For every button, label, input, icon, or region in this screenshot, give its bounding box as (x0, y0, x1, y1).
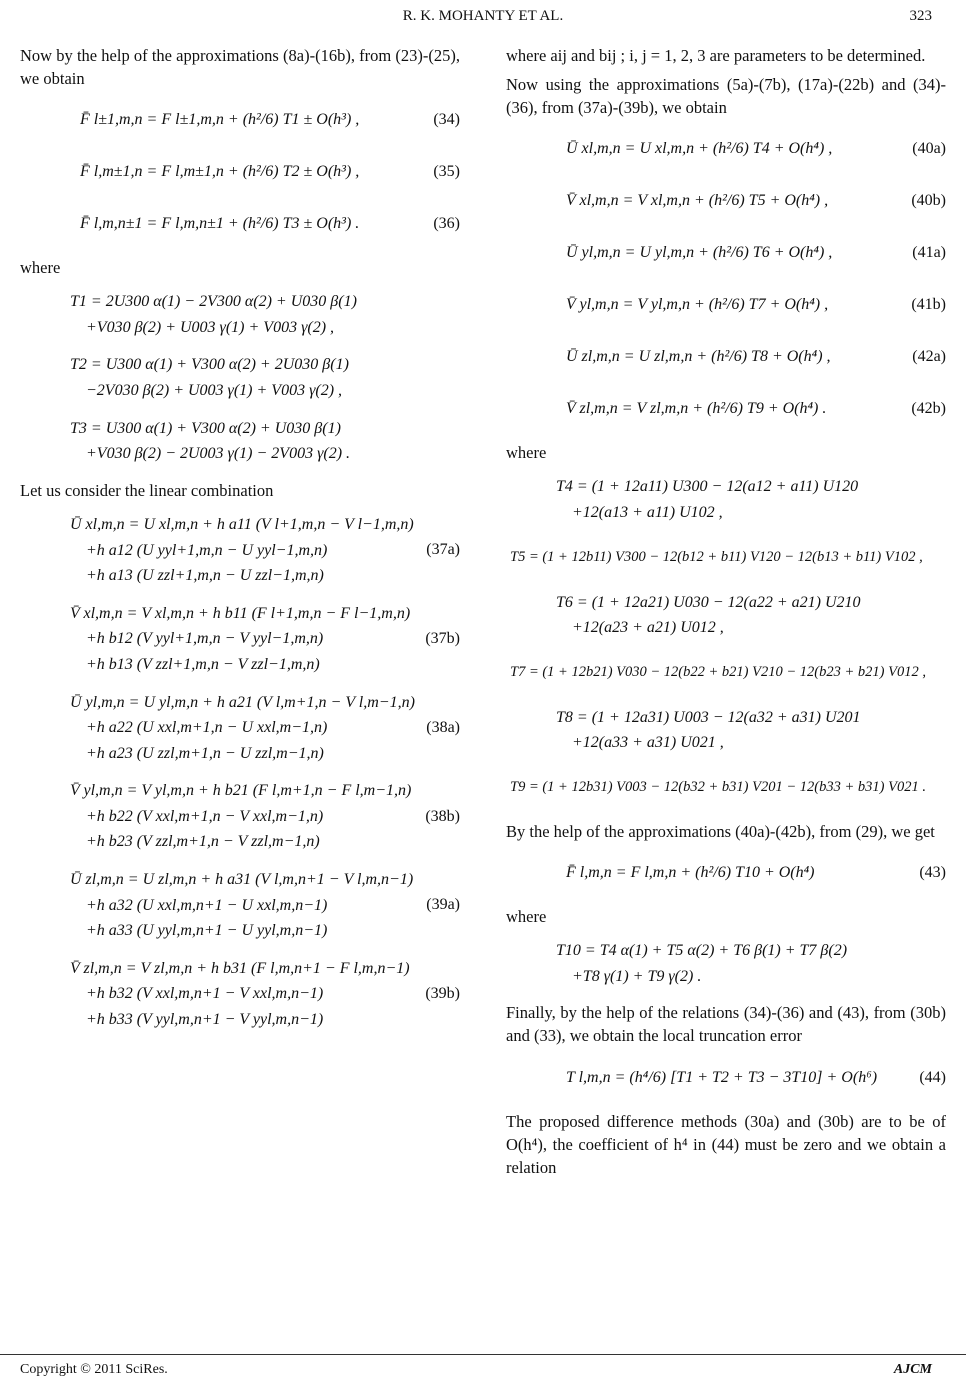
eq39b-line-2: +h b32 (V xxl,m,n+1 − V xxl,m,n−1) (86, 985, 324, 1003)
T6-line-2: +12(a23 + a21) U012 , (572, 619, 724, 637)
T2-line-2: −2V030 β(2) + U003 γ(1) + V003 γ(2) , (86, 382, 343, 400)
eq38b-line-3: +h b23 (V zzl,m+1,n − V zzl,m−1,n) (86, 833, 320, 851)
equation-38a-number: (38a) (426, 718, 460, 736)
equation-42a (506, 337, 946, 377)
equation-37b (20, 601, 460, 678)
T3-line-1: T3 = U300 α(1) + V300 α(2) + U030 β(1) (70, 419, 341, 437)
equation-38b (20, 778, 460, 855)
eq39b-line-1: V̄ zl,m,n = V zl,m,n + h b31 (F l,m,n+1 − F l,m,n−1) (70, 959, 410, 977)
equation-35-expr: F̄ l,m±1,n = F l,m±1,n + (h²/6) T2 ± O(h³) , (80, 163, 360, 181)
equation-40a-expr: Ū xl,m,n = U xl,m,n + (h²/6) T4 + O(h⁴) , (566, 140, 833, 158)
eq37b-line-3: +h b13 (V zzl+1,m,n − V zzl−1,m,n) (86, 655, 320, 673)
eq38a-line-1: Ū yl,m,n = U yl,m,n + h a21 (V l,m+1,n − V l,m−1,n) (70, 693, 415, 711)
equation-41b (506, 285, 946, 325)
eq38a-line-2: +h a22 (U xxl,m+1,n − U xxl,m−1,n) (86, 719, 328, 737)
equation-37a-number: (37a) (426, 541, 460, 559)
equation-37a (20, 512, 460, 589)
now-using-paragraph: Now using the approximations (5a)-(7b), (17a)-(22b) and (34)-(36), from (37a)-(39b), we obtain (506, 75, 946, 118)
equation-36-number: (36) (433, 215, 460, 233)
equation-42b (506, 389, 946, 429)
T7-line-1: T7 = (1 + 12b21) V030 − 12(b22 + b21) V210 − 12(b23 + b21) V012 , (510, 664, 926, 681)
T4-line-2: +12(a13 + a11) U102 , (572, 503, 723, 521)
eq39b-line-3: +h b33 (V yyl,m,n+1 − V yyl,m,n−1) (86, 1011, 324, 1029)
equation-39a (20, 867, 460, 944)
definition-T10 (506, 938, 946, 989)
copyright: Copyright © 2011 SciRes. (20, 1362, 168, 1377)
where-label-1: where (20, 258, 61, 278)
eq37a-line-1: Ū xl,m,n = U xl,m,n + h a11 (V l+1,m,n − V l−1,m,n) (70, 515, 414, 533)
footer-divider (0, 1354, 966, 1355)
definition-T6 (506, 590, 946, 641)
definition-T1 (20, 289, 460, 340)
where-label-3: where (506, 907, 547, 927)
proposed-paragraph: The proposed difference methods (30a) and (30b) are to be of O(h⁴), the coefficient of h⁴ in (44) must be zero and we obtain a relation (506, 1111, 946, 1177)
equation-40b-expr: V̄ xl,m,n = V xl,m,n + (h²/6) T5 + O(h⁴) , (566, 192, 829, 210)
equation-40a (506, 129, 946, 169)
equation-38b-number: (38b) (425, 807, 460, 825)
where-label-2: where (506, 443, 547, 463)
equation-42b-expr: V̄ zl,m,n = V zl,m,n + (h²/6) T9 + O(h⁴) . (566, 400, 827, 418)
equation-36-expr: F̄ l,m,n±1 = F l,m,n±1 + (h²/6) T3 ± O(h³) . (80, 215, 360, 233)
T9-line-1: T9 = (1 + 12b31) V003 − 12(b32 + b31) V201 − 12(b33 + b31) V021 . (510, 779, 926, 796)
T3-line-2: +V030 β(2) − 2U003 γ(1) − 2V003 γ(2) . (86, 445, 351, 463)
equation-41b-number: (41b) (911, 296, 946, 314)
equation-43-expr: F̄ l,m,n = F l,m,n + (h²/6) T10 + O(h⁴) (566, 864, 815, 882)
equation-37b-number: (37b) (425, 630, 460, 648)
definition-T4 (506, 474, 946, 525)
T1-line-1: T1 = 2U300 α(1) − 2V300 α(2) + U030 β(1) (70, 293, 357, 311)
equation-35 (20, 152, 460, 192)
definition-T8 (506, 705, 946, 756)
equation-44-expr: T l,m,n = (h⁴/6) [T1 + T2 + T3 − 3T10] + O(h⁶) (566, 1068, 878, 1086)
eq39a-line-2: +h a32 (U xxl,m,n+1 − U xxl,m,n−1) (86, 896, 328, 914)
where-params-paragraph: where aij and bij ; i, j = 1, 2, 3 are parameters to be determined. (506, 46, 926, 65)
equation-43-number: (43) (919, 864, 946, 882)
equation-36 (20, 204, 460, 244)
definition-T5 (506, 538, 946, 578)
T10-line-2: +T8 γ(1) + T9 γ(2) . (572, 967, 702, 985)
finally-paragraph: Finally, by the help of the relations (34)-(36) and (43), from (30b) and (33), we obtain the local truncation error (506, 1003, 946, 1046)
equation-43 (506, 853, 946, 893)
equation-41b-expr: V̄ yl,m,n = V yl,m,n + (h²/6) T7 + O(h⁴) , (566, 296, 829, 314)
equation-40b-number: (40b) (911, 192, 946, 210)
equation-40a-number: (40a) (912, 140, 946, 158)
eq39a-line-1: Ū zl,m,n = U zl,m,n + h a31 (V l,m,n+1 − V l,m,n−1) (70, 871, 414, 889)
equation-40b (506, 181, 946, 221)
equation-39b-number: (39b) (425, 985, 460, 1003)
definition-T2 (20, 352, 460, 403)
T8-line-2: +12(a33 + a31) U021 , (572, 734, 724, 752)
equation-34 (20, 100, 460, 140)
definition-T3 (20, 416, 460, 467)
T5-line-1: T5 = (1 + 12b11) V300 − 12(b12 + b11) V120 − 12(b13 + b11) V102 , (510, 548, 923, 565)
eq37a-line-3: +h a13 (U zzl+1,m,n − U zzl−1,m,n) (86, 567, 324, 585)
equation-35-number: (35) (433, 163, 460, 181)
eq39a-line-3: +h a33 (U yyl,m,n+1 − U yyl,m,n−1) (86, 922, 328, 940)
equation-42a-expr: Ū zl,m,n = U zl,m,n + (h²/6) T8 + O(h⁴) , (566, 348, 831, 366)
T1-line-2: +V030 β(2) + U003 γ(1) + V003 γ(2) , (86, 318, 335, 336)
equation-39b (20, 956, 460, 1033)
equation-38a (20, 690, 460, 767)
T8-line-1: T8 = (1 + 12a31) U003 − 12(a32 + a31) U201 (556, 708, 861, 726)
T6-line-1: T6 = (1 + 12a21) U030 − 12(a22 + a21) U210 (556, 593, 861, 611)
definition-T7 (506, 653, 946, 693)
eq38a-line-3: +h a23 (U zzl,m+1,n − U zzl,m−1,n) (86, 744, 324, 762)
eq38b-line-1: V̄ yl,m,n = V yl,m,n + h b21 (F l,m+1,n − F l,m−1,n) (70, 782, 412, 800)
eq38b-line-2: +h b22 (V xxl,m+1,n − V xxl,m−1,n) (86, 807, 324, 825)
page-number: 323 (909, 8, 932, 24)
equation-42b-number: (42b) (911, 400, 946, 418)
T4-line-1: T4 = (1 + 12a11) U300 − 12(a12 + a11) U120 (556, 478, 859, 496)
definition-T9 (506, 768, 946, 808)
equation-34-expr: F̄ l±1,m,n = F l±1,m,n + (h²/6) T1 ± O(h³) , (80, 111, 360, 129)
eq37b-line-1: V̄ xl,m,n = V xl,m,n + h b11 (F l+1,m,n − F l−1,m,n) (70, 604, 411, 622)
equation-41a (506, 233, 946, 273)
equation-34-number: (34) (433, 111, 460, 129)
right-column (506, 44, 946, 1185)
running-title: R. K. MOHANTY ET AL. (402, 8, 564, 24)
by-help-paragraph: By the help of the approximations (40a)-(42b), from (29), we get (506, 821, 935, 841)
equation-44 (506, 1058, 946, 1098)
journal-abbrev: AJCM (893, 1362, 932, 1377)
equation-44-number: (44) (919, 1068, 946, 1086)
eq37b-line-2: +h b12 (V yyl+1,m,n − V yyl−1,m,n) (86, 630, 324, 648)
linear-combination-paragraph: Let us consider the linear combination (20, 480, 274, 500)
T2-line-1: T2 = U300 α(1) + V300 α(2) + 2U030 β(1) (70, 356, 349, 374)
T10-line-1: T10 = T4 α(1) + T5 α(2) + T6 β(1) + T7 β(2) (556, 942, 848, 960)
equation-41a-expr: Ū yl,m,n = U yl,m,n + (h²/6) T6 + O(h⁴) , (566, 244, 833, 262)
equation-39a-number: (39a) (426, 896, 460, 914)
left-column (20, 44, 460, 1045)
eq37a-line-2: +h a12 (U yyl+1,m,n − U yyl−1,m,n) (86, 541, 328, 559)
intro-paragraph: Now by the help of the approximations (8a)-(16b), from (23)-(25), we obtain (20, 46, 460, 89)
equation-41a-number: (41a) (912, 244, 946, 262)
equation-42a-number: (42a) (912, 348, 946, 366)
